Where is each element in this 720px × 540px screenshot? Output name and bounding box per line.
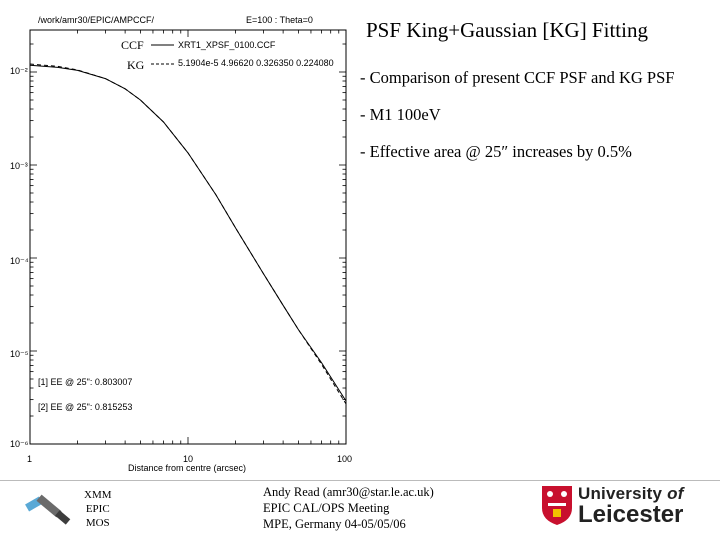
presenter-line: Andy Read (amr30@star.le.ac.uk) (263, 485, 434, 499)
university-logo (540, 484, 684, 531)
plot-curves (30, 64, 346, 404)
y-tick-label: 10⁻³ (10, 161, 28, 171)
bullet-item: - M1 100eV (360, 105, 441, 124)
y-tick-label: 10⁻⁴ (10, 256, 29, 266)
legend-desc-ccf: XRT1_XPSF_0100.CCF (178, 40, 276, 50)
plot-annotation: [1] EE @ 25": 0.803007 (38, 377, 133, 387)
x-tick-label: 10 (183, 454, 194, 464)
instrument-badge (84, 488, 112, 530)
badge-line: EPIC (85, 503, 110, 515)
x-tick-label: 1 (27, 454, 33, 464)
y-tick-label: 10⁻² (10, 66, 28, 76)
legend-label-ccf: CCF (121, 38, 144, 52)
plot-annotation: [2] EE @ 25": 0.815253 (38, 402, 133, 412)
series-line-kg (30, 64, 346, 404)
presenter-line: MPE, Germany 04-05/05/06 (263, 517, 406, 531)
university-name-line2: Leicester (578, 501, 684, 528)
bullet-list (360, 66, 710, 177)
plot-header-path: /work/amr30/EPIC/AMPCCF/ (38, 15, 155, 25)
legend-label-kg: KG (127, 58, 145, 72)
badge-line: MOS (85, 517, 110, 529)
series-line-ccf (30, 65, 346, 401)
presenter-info (263, 484, 434, 532)
university-name-line1: University of (578, 484, 684, 503)
x-axis-label: Distance from centre (arcsec) (128, 463, 247, 473)
crest-icon (540, 484, 574, 526)
plot-header-params: E=100 : Theta=0 (246, 15, 313, 25)
slide-title: PSF King+Gaussian [KG] Fitting (366, 18, 648, 42)
y-tick-label: 10⁻⁵ (10, 349, 29, 359)
bullet-item: - Comparison of present CCF PSF and KG PSF (360, 68, 675, 87)
footer-divider (0, 480, 720, 481)
bullet-item: - Effective area @ 25″ increases by 0.5% (360, 142, 632, 161)
legend-desc-kg: 5.1904e-5 4.96620 0.326350 0.224080 (178, 58, 334, 68)
xmm-satellite-logo (18, 486, 80, 532)
x-tick-label: 100 (337, 454, 353, 464)
psf-plot (0, 0, 360, 478)
y-tick-label: 10⁻⁶ (10, 439, 29, 449)
presenter-line: EPIC CAL/OPS Meeting (263, 501, 390, 515)
badge-line: XMM (84, 489, 112, 501)
